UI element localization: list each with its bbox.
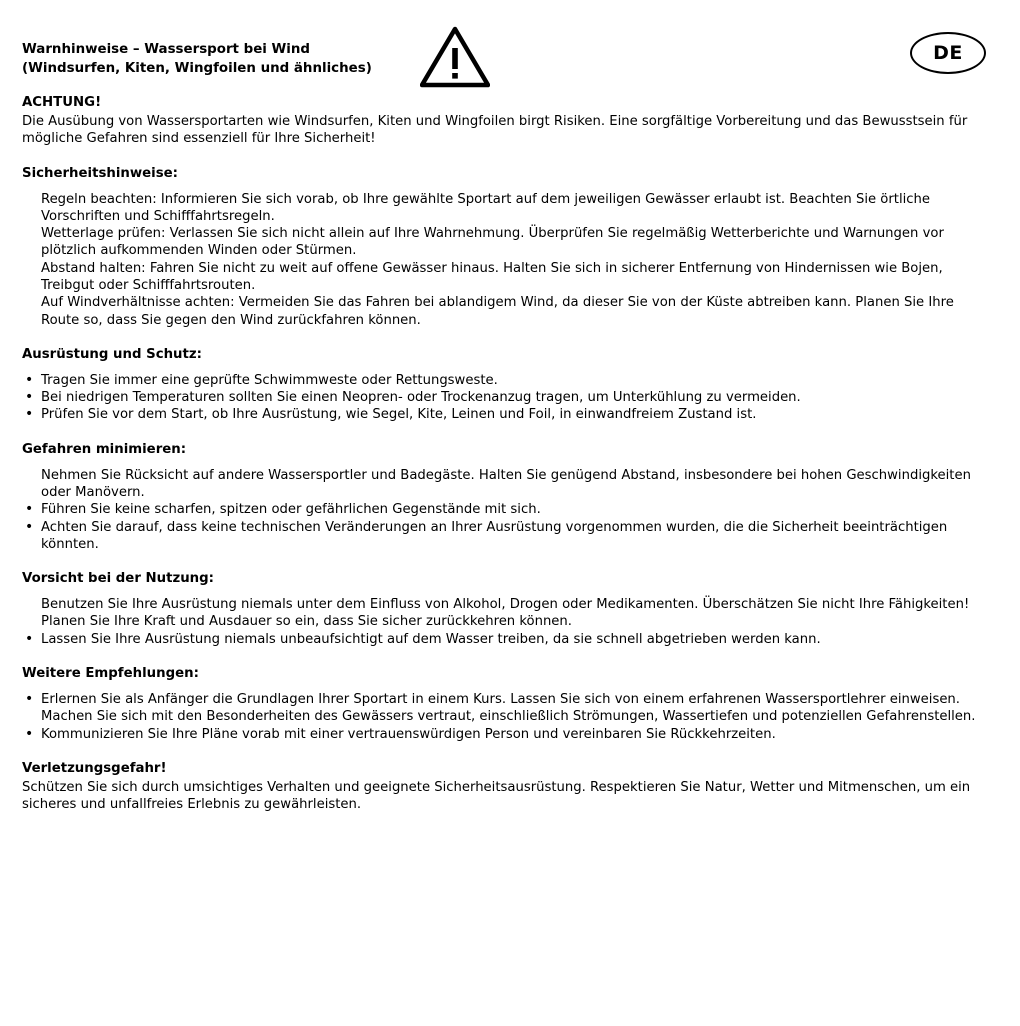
list-item: • Bei niedrigen Temperaturen sollten Sie einen Neopren- oder Trockenanzug tragen, um Unterkühlung zu vermeiden. [22,389,986,406]
warning-triangle-icon [420,26,490,88]
section-heading-vorsicht: Vorsicht bei der Nutzung: [22,571,214,587]
page-title [22,40,372,78]
list-item: Nehmen Sie Rücksicht auf andere Wassersportler und Badegäste. Halten Sie genügend Abstand, insbesondere bei hohen Geschwindigkeiten oder Manövern. [41,467,971,500]
section-heading-empfehlungen: Weitere Empfehlungen: [22,665,199,681]
document-body [22,94,986,813]
title-line-2: (Windsurfen, Kiten, Wingfoilen und ähnliches) [22,61,372,77]
list-item: • Achten Sie darauf, dass keine technischen Veränderungen an Ihrer Ausrüstung vorgenommen wurden, die die Sicherheit beeinträchtigen könnten. [22,519,986,554]
list-item: • Erlernen Sie als Anfänger die Grundlagen Ihrer Sportart in einem Kurs. Lassen Sie sich von einem erfahrenen Wassersportlehrer einweisen. [22,691,986,708]
list-item: Machen Sie sich mit den Besonderheiten des Gewässers vertraut, einschließlich Strömungen, Wassertiefen und potenziellen Gefahrenstellen. [41,709,976,725]
list-item: • Kommunizieren Sie Ihre Pläne vorab mit einer vertrauenswürdigen Person und vereinbaren Sie Rückkehrzeiten. [22,726,986,743]
section-heading-gefahren: Gefahren minimieren: [22,441,187,457]
list-item: • Lassen Sie Ihre Ausrüstung niemals unbeaufsichtigt auf dem Wasser treiben, da sie schnell abgetrieben werden kann. [22,631,986,648]
section-heading-verletzungsgefahr: Verletzungsgefahr! [22,760,167,776]
list-item: Abstand halten: Fahren Sie nicht zu weit auf offene Gewässer hinaus. Halten Sie sich in sicherer Entfernung von Hindernissen wie Bojen, Treibgut oder Schifffahrtsrouten. [41,260,943,293]
list-sicherheitshinweise [22,191,986,329]
list-item: • Führen Sie keine scharfen, spitzen oder gefährlichen Gegenstände mit sich. [22,501,986,518]
list-item: Regeln beachten: Informieren Sie sich vorab, ob Ihre gewählte Sportart auf dem jeweiligen Gewässer erlaubt ist. Beachten Sie örtliche Vorschriften und Schifffahrtsregeln. [41,191,931,224]
list-ausruestung [22,372,986,424]
list-item: Auf Windverhältnisse achten: Vermeiden Sie das Fahren bei ablandigem Wind, da dieser Sie von der Küste abtreiben kann. Planen Sie Ihre Route so, dass Sie gegen den Wind zurückfahren können. [41,295,954,328]
section-paragraph-achtung: Die Ausübung von Wassersportarten wie Windsurfen, Kiten und Wingfoilen birgt Risiken. Eine sorgfältige Vorbereitung und das Bewusstsein für mögliche Gefahren sind essenziell für Ihre Sicherheit! [22,114,968,147]
section-heading-ausruestung: Ausrüstung und Schutz: [22,346,202,362]
list-vorsicht [22,596,986,648]
section-paragraph-verletzungsgefahr: Schützen Sie sich durch umsichtiges Verhalten und geeignete Sicherheitsausrüstung. Respektieren Sie Natur, Wetter und Mitmenschen, um ein sicheres und unfallfreies Erlebnis zu gewährleisten. [22,779,971,813]
language-badge [910,32,986,74]
list-item: Benutzen Sie Ihre Ausrüstung niemals unter dem Einfluss von Alkohol, Drogen oder Medikamenten. Überschätzen Sie nicht Ihre Fähigkeiten! Planen Sie Ihre Kraft und Ausdauer so ein, dass Sie sicher zurückkehren können. [41,597,970,630]
list-item: • Tragen Sie immer eine geprüfte Schwimmweste oder Rettungsweste. [22,372,986,389]
section-heading-achtung: ACHTUNG! [22,95,102,110]
list-empfehlungen [22,691,986,743]
title-line-1: Warnhinweise – Wassersport bei Wind [22,42,311,57]
list-gefahren [22,467,986,553]
list-item: Wetterlage prüfen: Verlassen Sie sich nicht allein auf Ihre Wahrnehmung. Überprüfen Sie regelmäßig Wetterberichte und Warnungen vor plötzlich aufkommenden Winden oder Stürmen. [41,226,944,259]
document-header [22,38,986,90]
list-item: • Prüfen Sie vor dem Start, ob Ihre Ausrüstung, wie Segel, Kite, Leinen und Foil, in einwandfreiem Zustand ist. [22,406,986,423]
language-badge-label: DE [933,41,963,64]
section-heading-sicherheitshinweise: Sicherheitshinweise: [22,165,178,181]
